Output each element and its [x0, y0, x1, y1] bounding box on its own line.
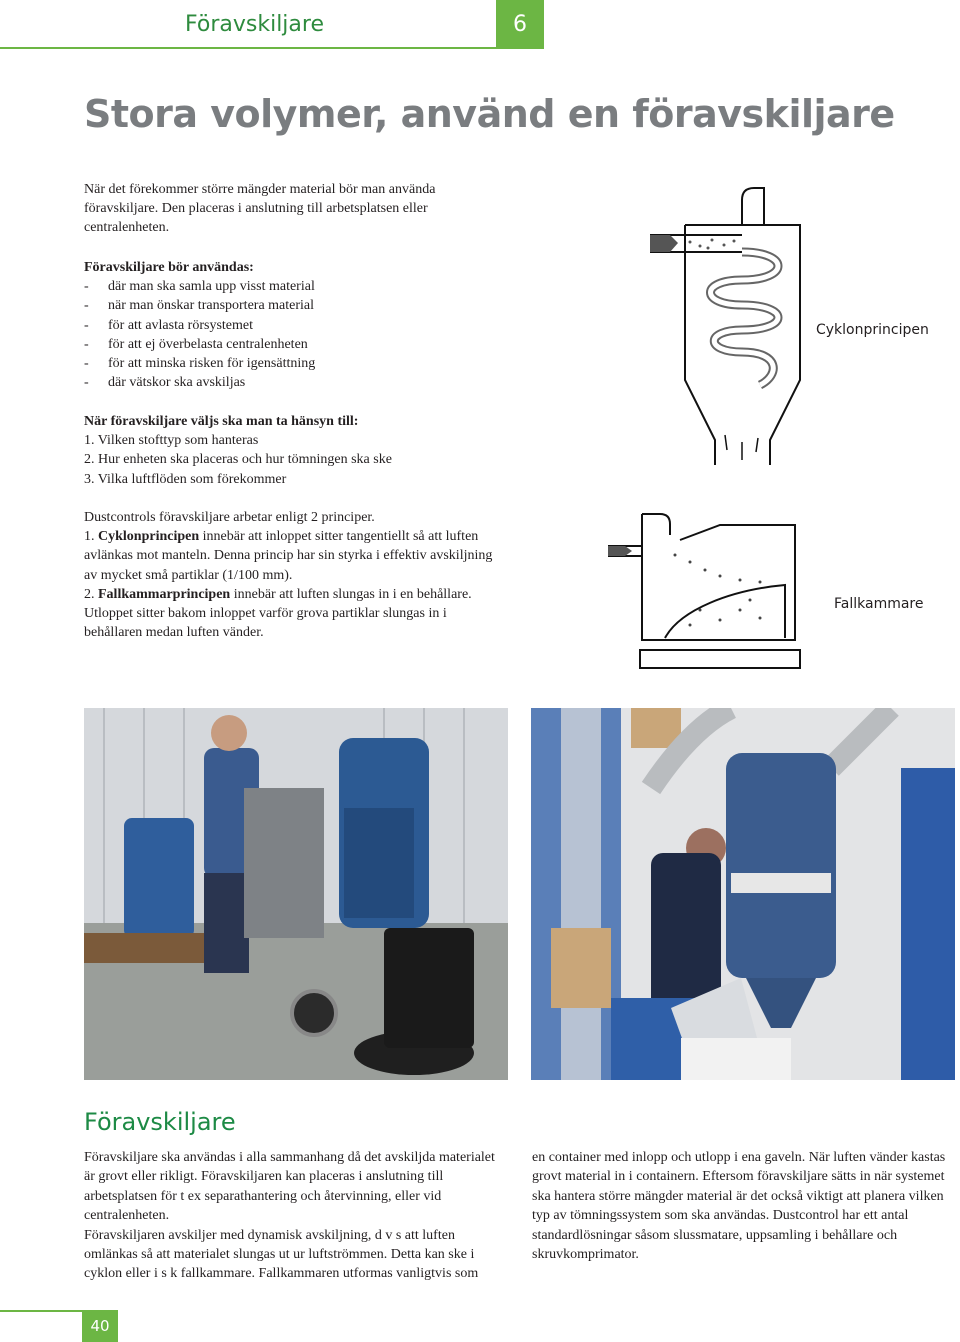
paragraph: Föravskiljare ska användas i alla sammanhang då det avskiljda materialet är grovt eller rikligt. Föravskiljaren kan placeras i anslutning till arbetsplatsen för t ex separathantering och återvinning, eller vid centralenheten. — [84, 1150, 495, 1224]
list-item: - när man önskar transportera material — [84, 298, 315, 314]
section-column-right — [532, 1148, 952, 1264]
cyclone-label: Cyklonprincipen — [816, 322, 929, 338]
header-rule — [0, 47, 500, 49]
principles-intro: Dustcontrols föravskiljare arbetar enligt 2 principer. — [84, 510, 375, 525]
separator-photo — [531, 708, 955, 1080]
fall-chamber-diagram — [600, 500, 810, 675]
list-item: - för att ej överbelasta centralenheten — [84, 336, 308, 352]
grinder-photo — [84, 708, 508, 1080]
chamber-label: Fallkammare — [834, 596, 924, 612]
section-heading: Föravskiljare — [84, 1108, 236, 1136]
list-item: - för att minska risken för igensättning — [84, 356, 316, 372]
footer-rule — [0, 1310, 82, 1312]
principle-2: 2. Fallkammarprincipen innebär att luften slungas in i en behållare. Utloppet sitter bakom inloppet varför grova partiklar slungas in i behållaren medan luften vänder. — [84, 586, 472, 641]
cyclone-diagram — [630, 180, 820, 470]
principles-text — [84, 508, 494, 642]
usage-heading: Föravskiljare bör användas: — [84, 260, 254, 275]
list-item: - där vätskor ska avskiljas — [84, 375, 246, 391]
list-item: 2. Hur enheten ska placeras och hur tömningen ska ske — [84, 452, 392, 468]
principle-1: 1. Cyklonprincipen innebär att inloppet sitter tangentiellt så att luften avlänkas mot manteln. Denna princip har sin styrka i effektiv avskiljning av mycket små partiklar (1/100 mm). — [84, 529, 493, 583]
section-title: Föravskiljare — [185, 12, 324, 37]
list-item: - för att avlasta rörsystemet — [84, 317, 254, 333]
page-number: 40 — [82, 1310, 118, 1342]
section-column-left — [84, 1148, 504, 1284]
selection-heading: När föravskiljare väljs ska man ta hänsyn till: — [84, 414, 359, 429]
list-item: 1. Vilken stofttyp som hanteras — [84, 433, 259, 449]
usage-list — [84, 258, 484, 392]
list-item: 3. Vilka luftflöden som förekommer — [84, 471, 287, 487]
selection-list — [84, 412, 504, 489]
page-header — [0, 0, 545, 48]
page-title: Stora volymer, använd en föravskiljare — [84, 92, 895, 136]
list-item: - där man ska samla upp visst material — [84, 279, 315, 295]
paragraph: en container med inlopp och utlopp i ena gaveln. När luften vänder kastas grovt material in i containern. Eftersom föravskiljare sätts in när systemet ska hantera större mängder material är det också viktigt att planera vilken typ av tömningssystem som ska användas. Dustcontrol har ett antal standardlösningar såsom slussmatare, uppsamling i behållare och skruvkomprimator. — [532, 1150, 946, 1263]
intro-paragraph — [84, 180, 484, 238]
intro-text: När det förekommer större mängder material bör man använda föravskiljare. Den placeras i anslutning till arbetsplatsen eller centralenheten. — [84, 182, 436, 236]
paragraph: Föravskiljaren avskiljer med dynamisk avskiljning, d v s att luften omlänkas så att materialet slungas ut ur luftströmmen. Detta kan ske i cyklon eller i s k fallkammare. Fallkammaren utformas vanligtvis som — [84, 1227, 479, 1282]
chapter-number: 6 — [496, 0, 544, 49]
